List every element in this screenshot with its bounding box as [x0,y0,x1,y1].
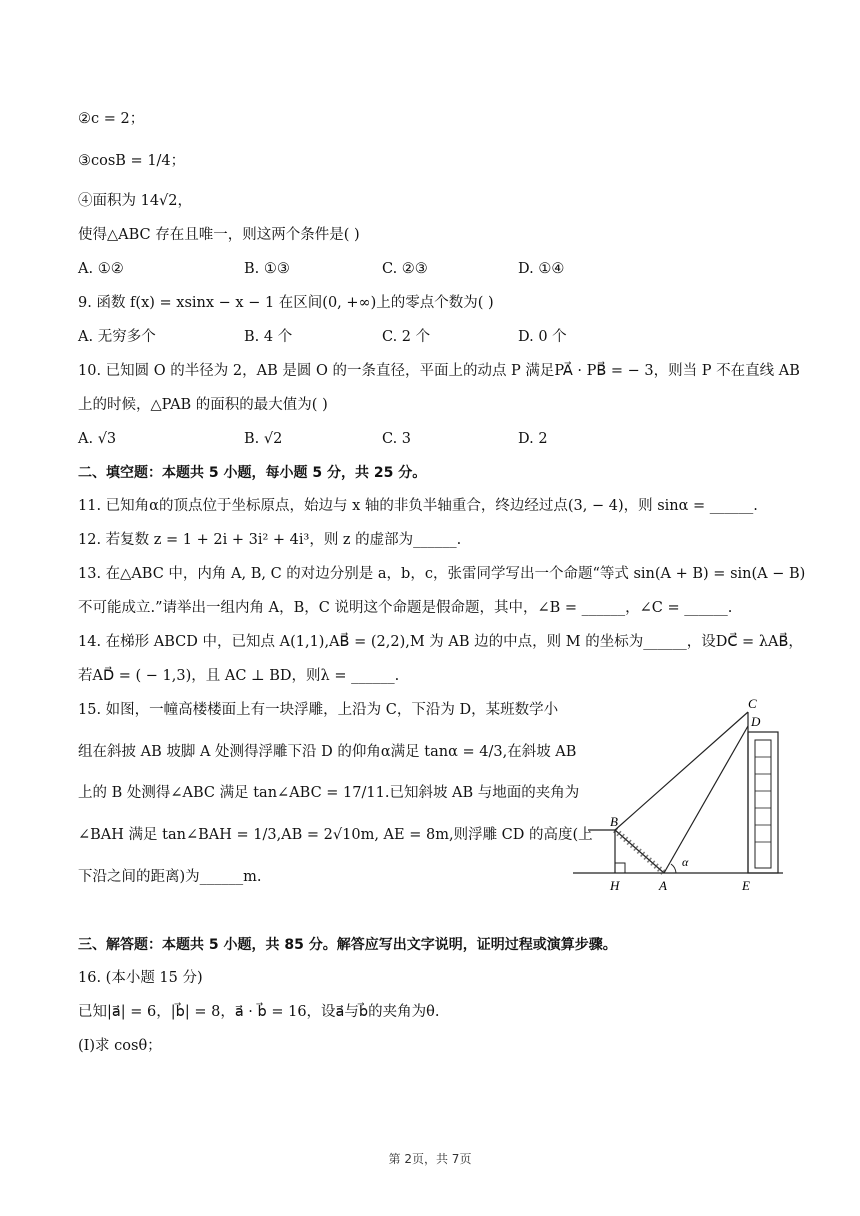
bc-line [615,712,748,830]
question-14-line1: 14. 在梯形 ABCD 中，已知点 A(1,1),AB⃗ = (2,2),M 为 AB 边的中点，则 M 的坐标为______，设DC⃗ = λAB⃗， [78,634,803,650]
q8-option-a: A. ①② [78,261,124,277]
q9-option-c: C. 2 个 [382,329,431,345]
q8-option-b: B. ①③ [244,261,290,277]
question-14-line2: 若AD⃗ = ( − 1,3)，且 AC ⊥ BD，则λ = ______. [78,668,400,684]
question-16-title: 16. (本小题 15 分) [78,970,203,986]
question-10-line2: 上的时候，△PAB 的面积的最大值为( ) [78,397,328,413]
q9-option-a: A. 无穷多个 [78,329,156,345]
right-angle-h [615,863,625,873]
question-16-given: 已知|a⃗| = 6，|b⃗| = 8，a⃗ · b⃗ = 16，设a⃗与b⃗的夹角为θ. [78,1004,440,1020]
page-footer: 第 2页，共 7页 [388,1152,472,1166]
label-c: C [748,696,757,711]
slope-building-figure [570,692,785,902]
line-c2: ②c = 2； [78,111,145,127]
q8-option-c: C. ②③ [382,261,428,277]
q10-option-a: A. √3 [78,431,117,447]
q9-option-b: B. 4 个 [244,329,293,345]
label-h: H [610,878,620,893]
question-15-line1: 15. 如图，一幢高楼楼面上有一块浮雕，上沿为 C，下沿为 D，某班数学小 [78,702,559,718]
question-13-line2: 不可能成立.”请举出一组内角 A，B，C 说明这个命题是假命题，其中，∠B = ______，∠C = ______. [78,600,733,616]
q10-option-c: C. 3 [382,431,412,447]
building [748,732,778,873]
relief-panel [755,740,771,868]
label-d: D [751,714,761,729]
question-13-line1: 13. 在△ABC 中，内角 A, B, C 的对边分别是 a，b，c，张雷同学写出一个命题“等式 sin(A + B) = sin(A − B) [78,566,806,582]
section-2-heading: 二、填空题：本题共 5 小题，每小题 5 分，共 25 分。 [78,465,427,481]
question-15-line3: 上的 B 处测得∠ABC 满足 tan∠ABC = 17/11.已知斜坡 AB 与地面的夹角为 [78,785,580,801]
q10-option-b: B. √2 [244,431,283,447]
q10-option-d: D. 2 [518,431,548,447]
label-a: A [659,878,667,893]
line-area: ④面积为 14√2， [78,193,193,209]
relief-segments [755,757,771,842]
q8-option-d: D. ①④ [518,261,565,277]
line-unique: 使得△ABC 存在且唯一，则这两个条件是( ) [78,227,360,243]
question-12: 12. 若复数 z = 1 + 2i + 3i² + 4i³，则 z 的虚部为______. [78,532,462,548]
question-15-line4: ∠BAH 满足 tan∠BAH = 1/3,AB = 2√10m, AE = 8m,则浮雕 CD 的高度(上 [78,827,593,843]
hatch-slope [615,830,664,873]
ad-line [664,726,748,873]
label-alpha: α [682,855,689,869]
question-15-line5: 下沿之间的距离)为______m. [78,869,262,885]
question-10-line1: 10. 已知圆 O 的半径为 2，AB 是圆 O 的一条直径，平面上的动点 P 满足PA⃗ · PB⃗ = − 3，则当 P 不在直线 AB [78,363,800,379]
question-9: 9. 函数 f(x) = xsinx − x − 1 在区间(0, +∞)上的零点个数为( ) [78,295,494,311]
label-e: E [742,878,750,893]
question-16-part1: (Ⅰ)求 cosθ； [78,1038,162,1054]
question-11: 11. 已知角α的顶点位于坐标原点，始边与 x 轴的非负半轴重合，终边经过点(3, − 4)，则 sinα = ______. [78,498,758,514]
alpha-arc [671,864,676,873]
question-15-line2: 组在斜披 AB 坡脚 A 处测得浮雕下沿 D 的仰角α满足 tanα = 4/3,在斜坡 AB [78,744,577,760]
line-cosb: ③cosB = 1/4； [78,153,186,169]
q9-option-d: D. 0 个 [518,329,567,345]
label-b: B [610,814,618,829]
section-3-heading: 三、解答题：本题共 5 小题，共 85 分。解答应写出文字说明，证明过程或演算步骤。 [78,937,617,953]
